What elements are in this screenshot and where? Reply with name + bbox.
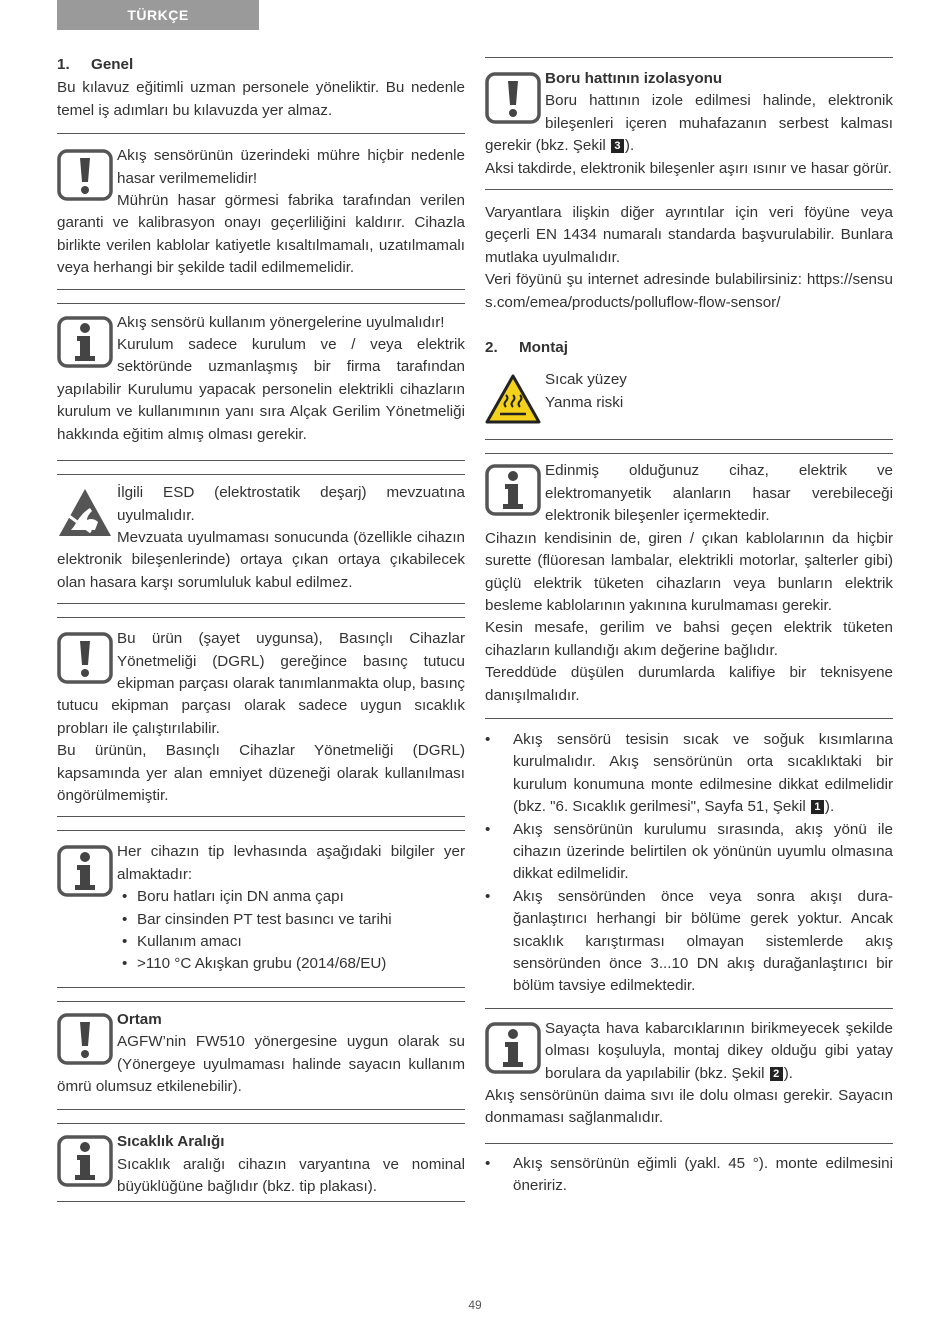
notice-text: Sıcaklık aralığı cihazın varyantına ve nominal büyüklüğüne bağlıdır (bkz. tip plakası). bbox=[117, 1155, 465, 1196]
divider bbox=[57, 987, 465, 988]
divider bbox=[485, 439, 893, 440]
notice-esd bbox=[57, 475, 465, 594]
section-general-heading bbox=[57, 54, 465, 76]
notice-temperature bbox=[57, 1124, 465, 1198]
figure-badge: 3 bbox=[611, 139, 624, 153]
warning-exclamation-icon bbox=[57, 1013, 113, 1065]
notice-text: Akış sensörünün üzerindeki mühre hiçbir nedenle hasar verilmemelidir! bbox=[117, 147, 465, 187]
esd-warning-icon bbox=[57, 486, 113, 538]
notice-text: Mevzuata uyulmaması sonucunda (özellikle cihazın elektronik bileşenlerinde) ortaya çıkan ortaya çıkabilecek olan hasara karşı sorumluluk kabul edilmez. bbox=[57, 528, 465, 591]
list-item bbox=[513, 729, 893, 819]
variants-paragraph: Varyantlara ilişkin diğer ayrıntılar için veri föyüne veya geçerli EN 1434 numaralı standarda başvurulabilir. Bunlara mutlaka uyulmalıdır. bbox=[485, 204, 893, 266]
notice-text bbox=[485, 90, 893, 157]
text-part: ). bbox=[824, 798, 835, 816]
notice-seal bbox=[57, 134, 465, 279]
notice-text: Mührün hasar görmesi fabrika tarafından verilen garanti ve kalibrasyon onayı geçerliliğini kaldırır. Cihazla birlikte verilen kablolar katiyetle kısaltılmamalı, uzatılmamalı veya herhangi bir şekilde tadil edilmemelidir. bbox=[57, 192, 465, 277]
divider bbox=[57, 1201, 465, 1202]
divider bbox=[57, 1109, 465, 1110]
text-part: Akış sensörü tesisin sıcak ve soğuk kısımlarına kurulmalıdır. Akış sensörünün orta sıcaklıktaki bir kurulum konumuna monte edilmesine dikkat edilmelidir (bkz. "6. Sıcaklık gerilmesi", Sayfa 51, Şekil bbox=[513, 730, 893, 816]
notice-text: Cihazın kendisinin de, giren / çıkan kablolarının da hiçbir surette (flüoresan lambalar, elektrikli motorlar, şalterler gibi) güçlü elektrik tüketen cihazların veya bunların elektrik besleme kablolarının yakınına kurulmaması gerekir. bbox=[485, 529, 893, 614]
info-icon bbox=[57, 1135, 113, 1187]
notice-text: Aksi takdirde, elektronik bileşenler aşırı ısınır ve hasar görür. bbox=[485, 159, 892, 177]
list-item: • >110 °C Akışkan grubu (2014/68/EU) bbox=[137, 953, 465, 975]
divider bbox=[485, 1143, 893, 1144]
notice-text: Kesin mesafe, gerilim ve bahsi geçen elektrik tüketen cihazların kullandığı akım değerine bağlıdır. bbox=[485, 619, 893, 659]
warning-exclamation-icon bbox=[485, 72, 541, 124]
list-item: • Kullanım amacı bbox=[137, 931, 465, 953]
page-number: 49 bbox=[468, 1298, 482, 1312]
typeplate-list bbox=[117, 886, 465, 976]
notice-text: Kurulum sadece kurulum ve / veya elektrik sektöründe uzmanlaşmış bir firma tarafından yapılabilir Kurulumu yapacak personelin elektrikli cihazların kurulum ve kullanımının yanı sıra Alçak Gerilim Yönetmeliği hakkında eğitim almış olması gerekir. bbox=[57, 336, 465, 443]
notice-pressure bbox=[57, 618, 465, 807]
notice-typeplate bbox=[57, 831, 465, 975]
warning-exclamation-icon bbox=[57, 149, 113, 201]
list-item: • Akış sensörünün eğimli (yakl. 45 °). monte edilmesini öneririz. bbox=[513, 1153, 893, 1198]
section-number: 2. bbox=[485, 339, 498, 357]
notice-text: Tereddüde düşülen durumlarda kalifiye bir teknisyene danışılmalıdır. bbox=[485, 664, 893, 704]
list-item: • Akış sensörünün kurulumu sırasında, akış yönü ile cihazın üzerinde belirtilen ok yönünün uyumlu olmasına dikkat edilmelidir. bbox=[513, 819, 893, 886]
language-tab: TÜRKÇE bbox=[57, 0, 259, 30]
installation-bullets bbox=[485, 729, 893, 998]
section-title: Montaj bbox=[519, 339, 568, 357]
list-item: • Boru hatları için DN anma çapı bbox=[137, 886, 465, 908]
notice-text bbox=[485, 1018, 893, 1085]
warning-exclamation-icon bbox=[57, 632, 113, 684]
notice-text: Sıcak yüzey bbox=[545, 371, 627, 389]
notice-text: Bu ürünün, Basınçlı Cihazlar Yönetmeliği (DGRL) kapsamında yer alan emniyet düzeneği olarak kullanılması öngörülmemiştir. bbox=[57, 742, 465, 804]
info-icon bbox=[485, 1022, 541, 1074]
notice-bubbles bbox=[485, 1009, 893, 1130]
notice-text: Akış sensörünün daima sıvı ile dolu olması gerekir. Sayacın donmaması sağlanmalıdır. bbox=[485, 1087, 893, 1127]
list-item: • Akış sensöründen önce veya sonra akışı dura- ğanlaştırıcı herhangi bir bölüme gerek yoktur. Ancak sıcaklık karıştırması olmayan sistemlerde akış sensöründen önce 3...10 DN akış durağanlaştırıcı bir bölüm tavsiye edilmektedir. bbox=[513, 886, 893, 998]
divider bbox=[485, 718, 893, 719]
section-number: 1. bbox=[57, 56, 70, 73]
notice-text: Yanma riski bbox=[545, 393, 624, 411]
info-icon bbox=[485, 464, 541, 516]
notice-emi bbox=[485, 454, 893, 706]
notice-environment bbox=[57, 1002, 465, 1099]
text-part: Boru hattının izole edilmesi halinde, elektronik bileşenleri içeren muhafazanın serbest kalması gerekir (bkz. Şekil bbox=[485, 92, 893, 155]
list-item: • Bar cinsinden PT test basıncı ve tarihi bbox=[137, 909, 465, 931]
divider bbox=[57, 816, 465, 817]
notice-text: Edinmiş olduğunuz cihaz, elektrik ve elektromanyetik alanların hasar verebileceği elektronik bileşenler içermektedir. bbox=[545, 462, 893, 525]
notice-title: Ortam bbox=[117, 1010, 162, 1028]
left-column bbox=[57, 54, 465, 1202]
notice-text: Her cihazın tip levhasında aşağıdaki bilgiler yer almaktadır: bbox=[117, 843, 465, 883]
divider bbox=[57, 289, 465, 290]
info-icon bbox=[57, 845, 113, 897]
notice-insulation bbox=[485, 58, 893, 180]
text-part: ). bbox=[624, 137, 635, 155]
hot-surface-icon bbox=[485, 373, 541, 425]
notice-install bbox=[57, 304, 465, 446]
notice-text: AGFW’nin FW510 yönergesine uygun olarak su (Yönergeye uyulmaması halinde sayacın kullanım ömrü olumsuz etkilenebilir). bbox=[57, 1033, 465, 1096]
divider bbox=[57, 460, 465, 461]
notice-title: Sıcaklık Aralığı bbox=[117, 1133, 225, 1151]
notice-text: Akış sensörü kullanım yönergelerine uyulmalıdır! bbox=[117, 313, 445, 331]
general-intro: Bu kılavuz eğitimli uzman personele yöneliktir. Bu nedenle temel iş adımları bu kılavuzda yer almaz. bbox=[57, 79, 465, 119]
notice-text: İlgili ESD (elektrostatik deşarj) mevzuatına uyulmalıdır. bbox=[117, 484, 465, 524]
divider bbox=[57, 603, 465, 604]
notice-text: Bu ürün (şayet uygunsa), Basınçlı Cihazlar Yönetmeliği (DGRL) gereğince basınç tutucu ekipman parçası olarak tanımlanmakta olup, basınç tutucu ekipman parçası olarak sadece uygun sıcaklık probları ile çalıştırılabilir. bbox=[57, 630, 465, 737]
figure-badge: 1 bbox=[811, 800, 824, 814]
text-part: ). bbox=[783, 1064, 793, 1082]
divider bbox=[485, 189, 893, 190]
section-montage-heading bbox=[485, 337, 893, 359]
tilt-bullets bbox=[485, 1153, 893, 1198]
section-title: Genel bbox=[91, 56, 134, 73]
right-column bbox=[485, 54, 893, 1198]
figure-badge: 2 bbox=[770, 1067, 783, 1081]
notice-title: Boru hattının izolasyonu bbox=[545, 70, 723, 87]
info-icon bbox=[57, 316, 113, 368]
notice-hot-surface bbox=[485, 359, 893, 427]
variants-url-paragraph: Veri föyünü şu internet adresinde bulabilirsiniz: https://sensus.com/emea/products/polluflow-flow-sensor/ bbox=[485, 271, 893, 311]
text-part: Sayaçta hava kabarcıklarının birikmeyecek şekilde olması koşuluyla, montaj dikey olduğu gibi yatay borulara da yapılabilir (bkz. Şekil bbox=[545, 1019, 893, 1082]
